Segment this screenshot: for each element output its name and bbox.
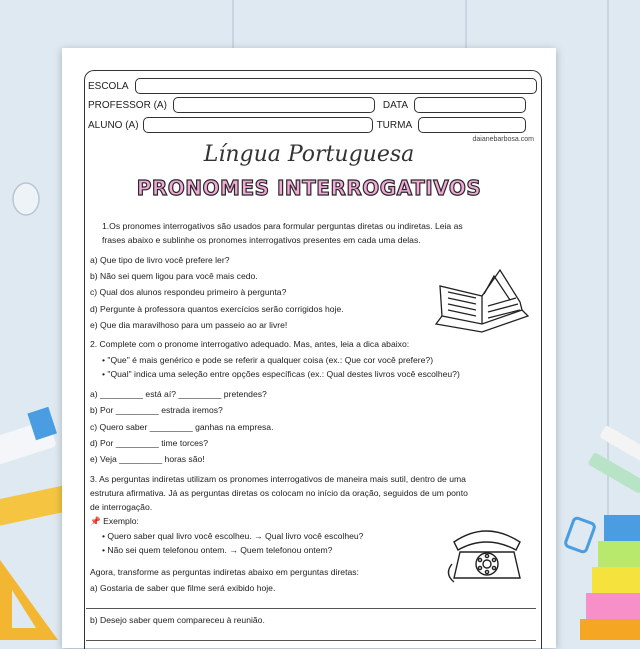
- school-label: ESCOLA: [88, 80, 129, 92]
- class-field[interactable]: [418, 117, 526, 133]
- date-field[interactable]: [414, 97, 526, 113]
- school-field[interactable]: [135, 78, 537, 94]
- site-credit: daianebarbosa.com: [472, 136, 534, 143]
- class-label: TURMA: [376, 119, 413, 131]
- paper-clip-icon: [13, 183, 39, 215]
- chalk-icon: [587, 425, 640, 494]
- q3-intro: de interrogação.: [90, 502, 153, 512]
- q2-tip: • "Qual" indica uma seleção entre opções específicas (ex.: Qual destes livros você escolheu?): [102, 369, 460, 379]
- q3-example-header: [90, 515, 139, 527]
- q3-example-text: Quero saber qual livro você escolheu. → Qual livro você escolheu?: [107, 531, 364, 541]
- q3-intro: 3. As perguntas indiretas utilizam os pronomes interrogativos de maneira mais sutil, dentro de uma: [90, 474, 466, 484]
- q1-item: b) Não sei quem ligou para você mais cedo.: [90, 271, 258, 281]
- q2-tip: • "Que" é mais genérico e pode se referir a qualquer coisa (ex.: Que cor você prefere?): [102, 355, 434, 365]
- q1-item: c) Qual dos alunos respondeu primeiro à pergunta?: [90, 287, 287, 297]
- q1-item: a) Que tipo de livro você prefere ler?: [90, 255, 230, 265]
- teacher-row: [88, 97, 526, 113]
- answer-line[interactable]: [86, 640, 536, 641]
- teacher-label: PROFESSOR (A): [88, 99, 167, 111]
- q3-item: a) Gostaria de saber que filme será exibido hoje.: [90, 583, 276, 593]
- q2-item: b) Por _________ estrada iremos?: [90, 405, 223, 415]
- student-row: [88, 117, 526, 133]
- school-row: [88, 78, 537, 94]
- q3-example: • Não sei quem telefonou ontem. → Quem telefonou ontem?: [102, 545, 333, 555]
- answer-line[interactable]: [86, 608, 536, 609]
- eraser-icon: [0, 407, 57, 465]
- q2-item: d) Por _________ time torces?: [90, 438, 208, 448]
- q2-item: e) Veja _________ horas são!: [90, 454, 205, 464]
- telephone-icon: [446, 524, 528, 584]
- q2-tip-text: "Qual" indica uma seleção entre opções específicas (ex.: Qual destes livros você escolheu?): [107, 369, 460, 379]
- q3-example-text: Não sei quem telefonou ontem. → Quem telefonou ontem?: [107, 545, 333, 555]
- pushpin-icon: 📌: [90, 516, 101, 526]
- q2-item: c) Quero saber _________ ganhas na empresa.: [90, 422, 274, 432]
- student-label: ALUNO (A): [88, 119, 139, 131]
- q3-example-label: Exemplo:: [103, 516, 139, 526]
- open-book-icon: [430, 266, 534, 336]
- q2-item: a) _________ está aí? _________ pretendes?: [90, 389, 267, 399]
- q3-transform-instruction: Agora, transforme as perguntas indiretas abaixo em perguntas diretas:: [90, 567, 359, 577]
- ruler-icon: [0, 485, 72, 640]
- student-field[interactable]: [143, 117, 373, 133]
- teacher-field[interactable]: [173, 97, 375, 113]
- q3-item: b) Desejo saber quem compareceu à reunião.: [90, 615, 265, 625]
- q3-example: • Quero saber qual livro você escolheu. → Qual livro você escolheu?: [102, 531, 364, 541]
- worksheet-title: PRONOMES INTERROGATIVOS: [136, 176, 482, 200]
- q3-intro: estrutura afirmativa. Já as perguntas diretas os colocam no início da oração, seguidos de um ponto: [90, 488, 468, 498]
- q2-instruction: 2. Complete com o pronome interrogativo adequado. Mas, antes, leia a dica abaixo:: [90, 339, 410, 349]
- q1-instruction: 1.Os pronomes interrogativos são usados para formular perguntas diretas ou indiretas. Leia as: [102, 221, 463, 231]
- q1-instruction-cont: frases abaixo e sublinhe os pronomes interrogativos presentes em cada uma delas.: [102, 235, 421, 245]
- worksheet: [62, 48, 556, 648]
- date-label: DATA: [382, 99, 409, 111]
- q1-item: d) Pergunte à professora quantos exercícios serão corrigidos hoje.: [90, 304, 344, 314]
- binder-clip-icon: [565, 517, 596, 553]
- subject-title: Língua Portuguesa: [203, 142, 415, 167]
- sticky-notes-icon: [580, 515, 640, 640]
- q2-tip-text: "Que" é mais genérico e pode se referir a qualquer coisa (ex.: Que cor você prefere?): [107, 355, 434, 365]
- q1-item: e) Que dia maravilhoso para um passeio ao ar livre!: [90, 320, 288, 330]
